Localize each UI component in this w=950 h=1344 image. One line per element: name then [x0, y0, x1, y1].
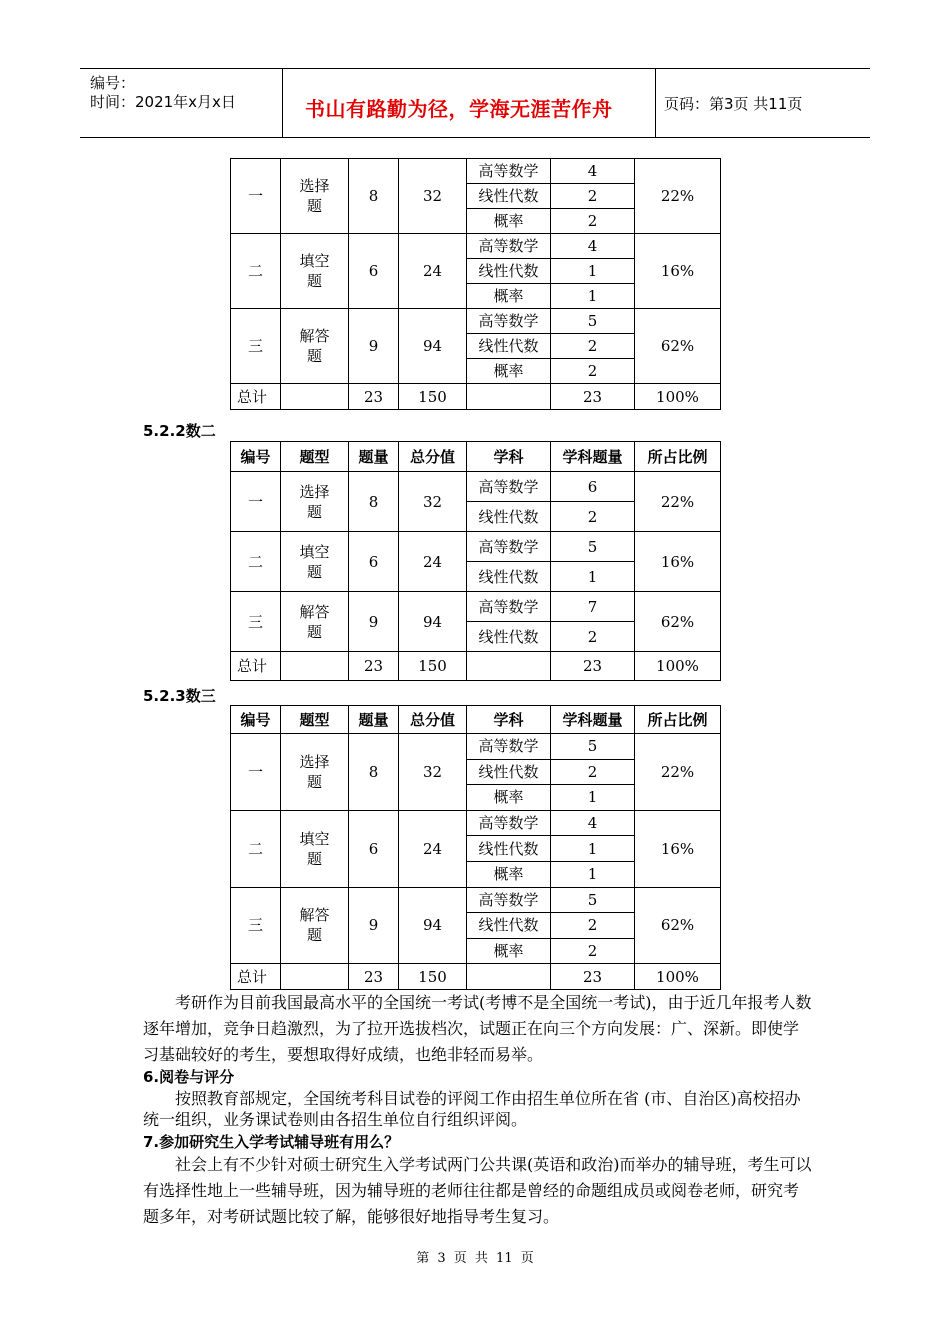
cell-subject-count: 5 — [551, 734, 635, 760]
cell-subject-count: 6 — [551, 472, 635, 502]
cell-subject: 高等数学 — [467, 734, 551, 760]
header-cell: 编号 — [231, 706, 281, 734]
cell-subject-count: 2 — [551, 622, 635, 652]
header-time-label: 时间：2021年x月x日 — [90, 93, 236, 111]
cell-subject: 高等数学 — [467, 532, 551, 562]
cell-total-score: 32 — [399, 472, 467, 532]
cell-question-count: 9 — [349, 592, 399, 652]
table-row — [231, 532, 721, 562]
header-cell: 学科题量 — [551, 442, 635, 472]
cell-subject: 线性代数 — [467, 622, 551, 652]
cell-ratio: 22% — [635, 734, 721, 811]
header-page-cell — [656, 69, 870, 137]
cell-ratio: 16% — [635, 234, 721, 309]
header-cell: 总分值 — [399, 706, 467, 734]
cell-subject: 线性代数 — [467, 259, 551, 284]
table-row — [231, 472, 721, 502]
header-cell: 所占比例 — [635, 706, 721, 734]
table-row — [231, 234, 721, 259]
cell-total-score: 24 — [399, 532, 467, 592]
cell-total-label: 总计 — [231, 652, 281, 681]
section-title-shuer: 5.2.2数二 — [143, 422, 216, 440]
table-row — [231, 887, 721, 913]
cell-subject-count: 4 — [551, 159, 635, 184]
table-header-row — [231, 706, 721, 734]
table-row — [231, 810, 721, 836]
cell-ratio: 16% — [635, 532, 721, 592]
cell-total-subject-count: 23 — [551, 964, 635, 990]
cell-ratio: 62% — [635, 309, 721, 384]
header-cell: 总分值 — [399, 442, 467, 472]
header-cell: 题型 — [281, 706, 349, 734]
cell-question-count: 9 — [349, 309, 399, 384]
header-motto: 书山有路勤为径，学海无涯苦作舟 — [305, 97, 613, 121]
cell-total-ratio: 100% — [635, 652, 721, 681]
table-row — [231, 734, 721, 760]
cell-subject-count: 1 — [551, 785, 635, 811]
header-cell: 所占比例 — [635, 442, 721, 472]
cell-empty — [281, 964, 349, 990]
cell-question-count: 6 — [349, 810, 399, 887]
table-row — [231, 592, 721, 622]
cell-question-type: 填空 题 — [281, 234, 349, 309]
header-cell: 编号 — [231, 442, 281, 472]
cell-subject: 线性代数 — [467, 502, 551, 532]
cell-total-ratio: 100% — [635, 384, 721, 410]
cell-number: 三 — [231, 309, 281, 384]
cell-subject: 高等数学 — [467, 472, 551, 502]
cell-total-ratio: 100% — [635, 964, 721, 990]
cell-subject-count: 5 — [551, 532, 635, 562]
paragraph-grading: 按照教育部规定，全国统考科目试卷的评阅工作由招生单位所在省 (市、自治区)高校招办统一组织，业务课试卷则由各招生单位自行组织评阅。 — [143, 1089, 801, 1129]
cell-empty — [467, 652, 551, 681]
heading-tutoring: 7.参加研究生入学考试辅导班有用么？ — [143, 1133, 400, 1151]
cell-subject: 线性代数 — [467, 759, 551, 785]
paragraph-tutoring: 社会上有不少针对硕士研究生入学考试两门公共课(英语和政治)而举办的辅导班，考生可以有选择性地上一些辅导班，因为辅导班的老师往往都是曾经的命题组成员或阅卷老师，研究考题多年，对考研试题比较了解，能够很好地指导考生复习。 — [143, 1155, 812, 1226]
header-cell: 题量 — [349, 706, 399, 734]
cell-question-type: 选择 题 — [281, 734, 349, 811]
cell-total-score: 32 — [399, 159, 467, 234]
cell-question-count: 9 — [349, 887, 399, 964]
cell-question-type: 解答 题 — [281, 592, 349, 652]
cell-subject-count: 2 — [551, 759, 635, 785]
cell-subject-count: 2 — [551, 938, 635, 964]
cell-question-type: 填空 题 — [281, 532, 349, 592]
cell-empty — [467, 964, 551, 990]
cell-subject: 高等数学 — [467, 159, 551, 184]
cell-total-score: 94 — [399, 592, 467, 652]
table-shusan — [230, 705, 721, 990]
cell-subject: 高等数学 — [467, 810, 551, 836]
cell-question-count: 8 — [349, 472, 399, 532]
cell-subject: 概率 — [467, 359, 551, 384]
cell-subject: 高等数学 — [467, 234, 551, 259]
cell-subject: 线性代数 — [467, 184, 551, 209]
cell-subject-count: 7 — [551, 592, 635, 622]
cell-subject-count: 2 — [551, 502, 635, 532]
cell-question-type: 选择 题 — [281, 472, 349, 532]
cell-total-score: 24 — [399, 234, 467, 309]
cell-subject: 高等数学 — [467, 592, 551, 622]
cell-subject: 线性代数 — [467, 562, 551, 592]
cell-total-count: 23 — [349, 384, 399, 410]
cell-subject: 概率 — [467, 284, 551, 309]
cell-subject-count: 4 — [551, 234, 635, 259]
header-cell: 学科题量 — [551, 706, 635, 734]
cell-number: 二 — [231, 234, 281, 309]
header-number-label: 编号： — [90, 74, 136, 92]
cell-subject-count: 2 — [551, 913, 635, 939]
cell-subject: 高等数学 — [467, 309, 551, 334]
cell-question-count: 6 — [349, 234, 399, 309]
table-total-row — [231, 964, 721, 990]
cell-subject-count: 5 — [551, 309, 635, 334]
cell-number: 三 — [231, 887, 281, 964]
cell-subject-count: 2 — [551, 209, 635, 234]
heading-grading: 6.阅卷与评分 — [143, 1068, 235, 1086]
cell-total-count: 23 — [349, 964, 399, 990]
cell-total-count: 23 — [349, 652, 399, 681]
cell-subject-count: 4 — [551, 810, 635, 836]
cell-subject: 概率 — [467, 938, 551, 964]
cell-question-type: 解答 题 — [281, 309, 349, 384]
cell-subject-count: 5 — [551, 887, 635, 913]
cell-subject: 概率 — [467, 785, 551, 811]
cell-question-count: 6 — [349, 532, 399, 592]
cell-total-label: 总计 — [231, 384, 281, 410]
table-shuyi-continued — [230, 158, 721, 410]
cell-number: 一 — [231, 472, 281, 532]
cell-empty — [281, 652, 349, 681]
cell-subject: 概率 — [467, 209, 551, 234]
cell-number: 二 — [231, 810, 281, 887]
header-motto-cell — [283, 69, 656, 137]
header-cell: 题量 — [349, 442, 399, 472]
table-shuer — [230, 441, 721, 681]
header-cell: 学科 — [467, 442, 551, 472]
cell-ratio: 16% — [635, 810, 721, 887]
cell-total-subject-count: 23 — [551, 384, 635, 410]
cell-subject-count: 1 — [551, 562, 635, 592]
cell-question-type: 解答 题 — [281, 887, 349, 964]
section-title-shusan: 5.2.3数三 — [143, 687, 216, 705]
cell-number: 一 — [231, 159, 281, 234]
cell-number: 二 — [231, 532, 281, 592]
cell-subject-count: 2 — [551, 359, 635, 384]
cell-subject: 高等数学 — [467, 887, 551, 913]
cell-subject-count: 1 — [551, 861, 635, 887]
table-total-row — [231, 652, 721, 681]
cell-total-score: 32 — [399, 734, 467, 811]
cell-total-score: 94 — [399, 887, 467, 964]
cell-total-score: 94 — [399, 309, 467, 384]
header-cell: 学科 — [467, 706, 551, 734]
table-row — [231, 159, 721, 184]
cell-subject-count: 1 — [551, 259, 635, 284]
cell-ratio: 62% — [635, 887, 721, 964]
header-meta — [80, 69, 283, 137]
cell-question-type: 选择 题 — [281, 159, 349, 234]
header-cell: 题型 — [281, 442, 349, 472]
cell-total-score: 24 — [399, 810, 467, 887]
cell-subject: 概率 — [467, 861, 551, 887]
cell-ratio: 62% — [635, 592, 721, 652]
cell-subject-count: 1 — [551, 836, 635, 862]
cell-ratio: 22% — [635, 472, 721, 532]
page-footer: 第 3 页 共 11 页 — [416, 1251, 534, 1266]
cell-subject-count: 2 — [551, 334, 635, 359]
table-header-row — [231, 442, 721, 472]
cell-empty — [281, 384, 349, 410]
cell-total-label: 总计 — [231, 964, 281, 990]
cell-subject-count: 2 — [551, 184, 635, 209]
cell-question-count: 8 — [349, 734, 399, 811]
cell-total-score: 150 — [399, 384, 467, 410]
table-total-row — [231, 384, 721, 410]
header-page-info: 页码：第3页 共11页 — [664, 95, 803, 113]
cell-subject: 线性代数 — [467, 334, 551, 359]
paragraph-exam-overview: 考研作为目前我国最高水平的全国统一考试(考博不是全国统一考试)，由于近几年报考人数逐年增加，竞争日趋激烈，为了拉开选拔档次，试题正在向三个方向发展：广、深新。即使学习基础较好的考生，要想取得好成绩，也绝非轻而易举。 — [143, 993, 812, 1064]
cell-question-type: 填空 题 — [281, 810, 349, 887]
cell-empty — [467, 384, 551, 410]
table-row — [231, 309, 721, 334]
cell-total-score: 150 — [399, 652, 467, 681]
cell-total-score: 150 — [399, 964, 467, 990]
cell-number: 一 — [231, 734, 281, 811]
cell-ratio: 22% — [635, 159, 721, 234]
cell-question-count: 8 — [349, 159, 399, 234]
page-header — [80, 68, 870, 138]
cell-total-subject-count: 23 — [551, 652, 635, 681]
cell-subject: 线性代数 — [467, 836, 551, 862]
cell-number: 三 — [231, 592, 281, 652]
cell-subject: 线性代数 — [467, 913, 551, 939]
cell-subject-count: 1 — [551, 284, 635, 309]
